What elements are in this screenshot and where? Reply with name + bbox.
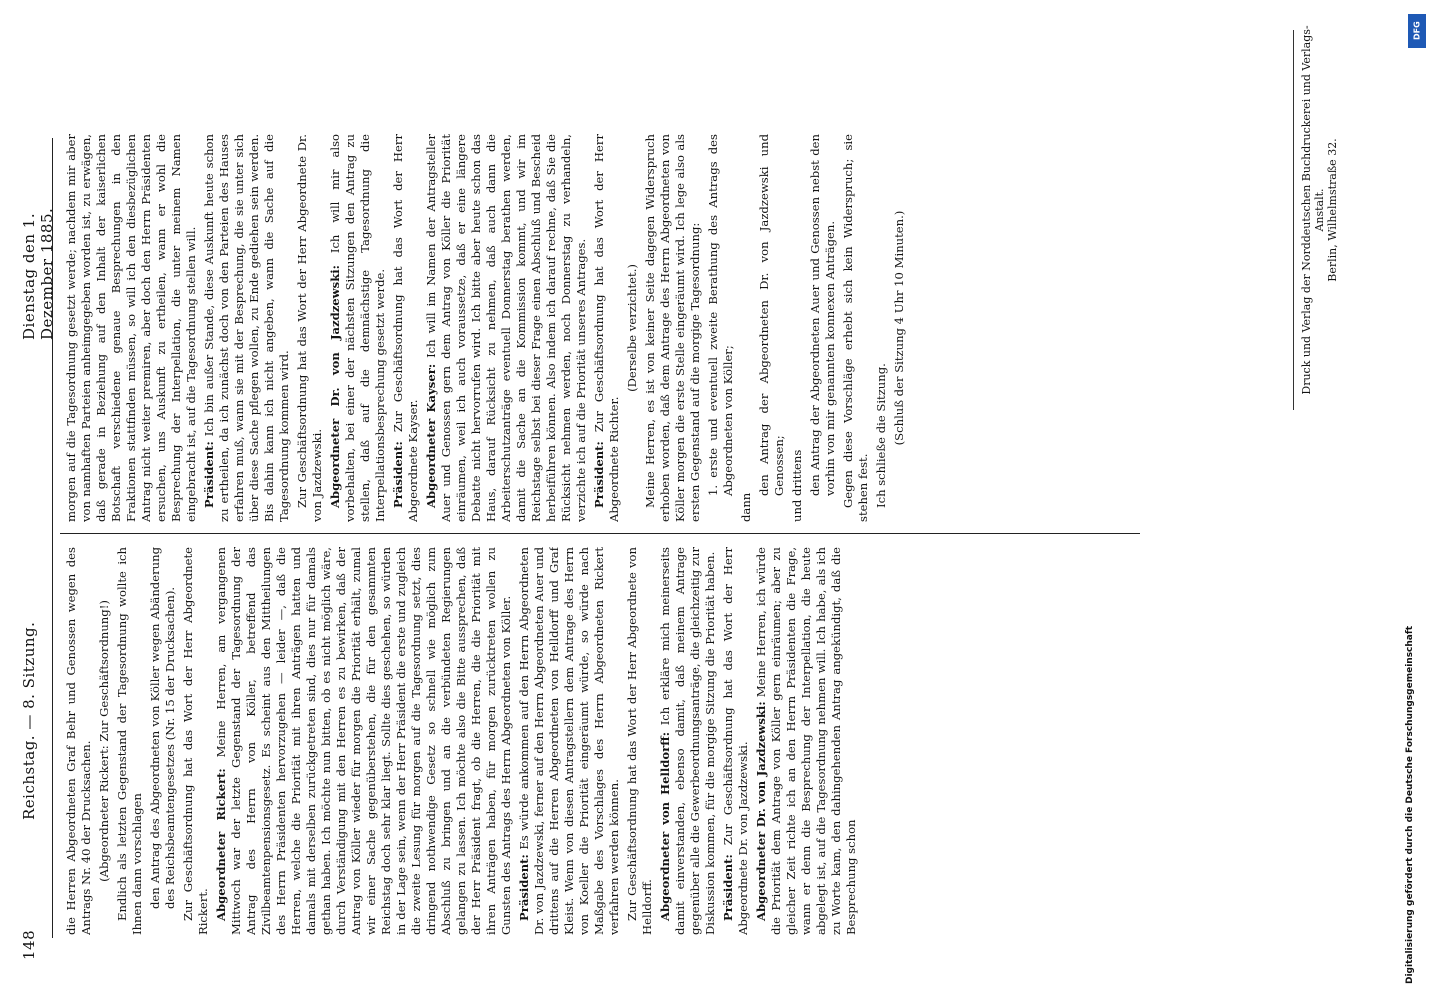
paragraph [181,547,211,935]
running-header [20,150,56,960]
page-number: 148 [20,929,38,960]
paragraph [643,134,703,522]
header-rule [52,138,53,938]
paragraph [706,134,736,522]
dfg-logo: DFG [1408,14,1426,48]
paragraph-text: Meine Herren, ich würde die Priorität dem Antrage von Köller gern einräumen; aber zu gleicher Zeit richte ich an den Herrn Präsidenten die Frage, wann er denn die Besprechung der Interpellation, die heute abgelegt ist, auf die Tagesordnung nehmen will. Ich habe, als ich zu Worte kam, den dahingehenden Antrag angekündigt, daß die Besprechung schon [754,547,858,935]
paragraph [892,134,907,522]
speaker-name: Abgeordneter Rickert: [214,768,228,921]
paragraph [517,547,622,935]
paragraph [202,134,292,522]
speaker-name: Abgeordneter Kayser: [424,363,438,508]
paragraph-text: Zur Geschäftsordnung hat das Wort der Herr Abgeordnete von Helldorff. [625,547,654,935]
paragraph-text: Gegen diese Vorschläge erhebt sich kein Widerspruch; sie stehen fest. [841,134,870,522]
speaker-name: Präsident: [592,441,606,508]
paragraph [328,134,388,522]
paragraph [625,134,640,522]
paragraph [808,134,838,522]
paragraph-text: Es würde ankommen auf den Herrn Abgeordneten Dr. von Jazdzewski, ferner auf den Herrn Abgeordneten Auer und drittens auf die Herren Abgeordneten von Helldorff und Graf Kleist. Wenn von diesen Antragstellern dem Antrage des Herrn von Koeller die Priorität eingeräumt würde, so würde nach Maßgabe des Vorschlages des Herrn Abgeordneten Rickert verfahren werden können. [517,547,621,935]
paragraph [295,134,325,522]
paragraph-text: Ich will mir also vorbehalten, bei einer der nächsten Sitzungen den Antrag zu stellen, daß auf die demnächstige Tagesordnung die Interpellationsbesprechung gesetzt werde. [328,134,387,522]
paragraph-text: morgen auf die Tagesordnung gesetzt werde; nachdem mir aber von namhaften Parteien anheimgegeben worden ist, zu erwägen, daß gerade in Beziehung auf den Inhalt der kaiserlichen Botschaft verschiedene genaue Besprechungen in den Fraktionen stattfinden müssen, so will ich den diesbezüglichen Antrag nicht weiter premiren, aber doch den Herrn Präsidenten ersuchen, uns Auskunft zu ertheilen, wann er wohl die Besprechung der Interpellation, die unter meinem Namen eingebracht ist, auf die Tagesordnung stellen will. [64,134,198,522]
header-left-title: Reichstag. — 8. Sitzung. [20,621,38,820]
paragraph-text: Ich bin außer Stande, diese Auskunft heute schon zu ertheilen, da ich zunächst doch von den Parteien des Hauses erfahren muß, wann sie mit der Besprechung, die sie unter sich über diese Sache pflegen wollen, zu Ende gediehen sein werden. Bis dahin kann ich nicht angeben, wann die Sache auf die Tagesordnung kommen wird. [202,134,291,522]
paragraph-text: und drittens [790,449,804,522]
speaker-name: Präsident: [721,854,735,921]
header-right-title: Dienstag den 1. Dezember 1885. [20,207,56,340]
paragraph [115,547,145,935]
paragraph [739,134,754,522]
speaker-name: Abgeordneter Dr. von Jazdzewski: [328,265,342,508]
paragraph-text: Zur Geschäftsordnung hat das Wort der Herr Abgeordnete Dr. von Jazdzewski. [295,134,324,522]
paragraph [658,547,718,935]
paragraph [214,547,514,935]
paragraph-text: Zur Geschäftsordnung hat das Wort der Herr Abgeordnete Richter. [592,134,621,522]
paragraph [592,134,622,522]
paragraph [754,547,859,935]
paragraph [97,547,112,935]
paragraph-text: den Antrag der Abgeordneten Dr. von Jazdzewski und Genossen; [757,134,786,496]
paragraph [757,134,787,522]
paragraph-text: die Herren Abgeordneten Graf Behr und Genossen wegen des Antrags Nr. 40 der Drucksachen. [64,547,93,935]
left-column [64,547,1144,935]
paragraph [790,134,805,522]
paragraph-text: 1. erste und eventuell zweite Berathung des Antrags des Abgeordneten von Köller; [706,134,735,496]
paragraph [874,134,889,522]
paragraph-text: Meine Herren, am vergangenen Mittwoch war der letzte Gegenstand der Tagesordnung der Antrag des Herrn von Köller, betreffend das Zivilbeamtenpensionsgesetz. Es scheint aus den Mittheilungen des Herrn Präsidenten hervorzugehen — leider —, daß die Herren, welche die Priorität mit ihren Anträgen hatten und damals mit derselben zurückgetreten sind, dies nur für damals gethan haben. Ich möchte nun bitten, ob es nicht möglich wäre, durch Verständigung mit den Herren es zu bewirken, daß der Antrag von Köller wieder für morgen die Priorität erhält, zumal wir einer Sache gegenüberstehen, die für den gesammten Reichstag doch sehr klar liegt. Sollte dies geschehen, so würden in der Lage sein, wenn der Herr Präsident die erste und zugleich die zweite Lesung für morgen auf die Tagesordnung setzt, dies dringend nothwendige Gesetz so schnell wie möglich zum Abschluß zu bringen und an die verbündeten Regierungen gelangen zu lassen. Ich möchte also die Bitte aussprechen, daß der Herr Präsident fragt, ob die Herren, die die Priorität mit ihren Anträgen haben, für morgen zurücktreten wollen zu Gunsten des Antrags des Herrn Abgeordneten von Köller. [214,547,513,935]
imprint-line-1: Druck und Verlag der Norddeutschen Buchdruckerei und Verlags-Anstalt. [1300,25,1326,395]
paragraph-text: Zur Geschäftsordnung hat das Wort der Herr Abgeordnete Dr. von Jazdzewski. [721,547,750,935]
paragraph [64,134,199,522]
paragraph [841,134,871,522]
imprint [1300,15,1339,405]
paragraph-text: (Abgeordneter Rickert: Zur Geschäftsordnung!) [97,600,111,882]
column-separator [60,533,1140,534]
paragraph [721,547,751,935]
paragraph-text: Zur Geschäftsordnung hat das Wort der Herr Abgeordnete Kayser. [391,134,420,522]
paragraph-text: (Schluß der Sitzung 4 Uhr 10 Minuten.) [892,210,906,446]
paragraph-text: Meine Herren, es ist von keiner Seite dagegen Widerspruch erhoben worden, daß dem Antrage des Herrn Abgeordneten von Köller morgen die erste Stelle eingeräumt wird. Ich lege also als ersten Gegenstand auf die morgige Tagesordnung: [643,134,702,522]
paragraph-text: Ich erkläre mich meinerseits damit einverstanden, ebenso damit, daß meinem Antrage gegenüber alle die Gewerbeordnungsanträge, die gleichzeitig zur Diskussion kommen, für die morgige Sitzung die Priorität haben. [658,547,717,935]
right-column [64,134,1144,522]
speaker-name: Präsident: [391,441,405,508]
speaker-name: Präsident: [202,441,216,508]
paragraph [625,547,655,935]
paragraph [64,547,94,935]
paragraph-text: Ich will im Namen der Antragsteller Auer und Genossen gern dem Antrag von Köller die Priorität einräumen, weil ich auch voraussetze, daß er eine längere Debatte nicht hervorrufen wird. Ich bitte aber heute schon das Haus, darauf Rücksicht zu nehmen, daß auch dann die Arbeiterschutzanträge eventuell Donnerstag berathen werden, damit die Sache an die Kommission kommt, und wir im Reichstage selbst bei dieser Frage einen Abschluß und Bescheid herbeiführen können. Also indem ich darauf rechne, daß Sie die Rücksicht nehmen werden, noch Donnerstag zu verhandeln, verzichte ich auf die Priorität unseres Antrages. [424,134,588,522]
dfg-sidebar [1405,14,1429,986]
paragraph-text: den Antrag der Abgeordneten Auer und Genossen nebst den vorhin von mir genannten konnexen Anträgen. [808,134,837,496]
speaker-name: Präsident: [517,854,531,921]
paragraph-text: Zur Geschäftsordnung hat das Wort der Herr Abgeordnete Rickert. [181,547,210,935]
paragraph-text: Ich schließe die Sitzung. [874,363,888,508]
paragraph-text: dann [739,492,753,522]
paragraph-text: Endlich als letzten Gegenstand der Tagesordnung wollte ich Ihnen dann vorschlagen [115,547,144,935]
paragraph [424,134,589,522]
dfg-funding-note: Digitalisierung gefördert durch die Deutsche Forschungsgemeinschaft [1405,625,1415,984]
imprint-rule [1293,30,1294,410]
speaker-name: Abgeordneter von Helldorff: [658,731,672,921]
imprint-line-2: Berlin, Wilhelmstraße 32. [1326,138,1339,282]
paragraph [148,547,178,935]
paragraph-text: den Antrag des Abgeordneten von Köller wegen Abänderung des Reichsbeamtengesetzes (Nr. 15 der Drucksachen). [148,547,177,909]
paragraph [391,134,421,522]
speaker-name: Abgeordneter Dr. von Jazdzewski: [754,701,768,921]
paragraph-text: (Derselbe verzichtet.) [625,264,639,392]
